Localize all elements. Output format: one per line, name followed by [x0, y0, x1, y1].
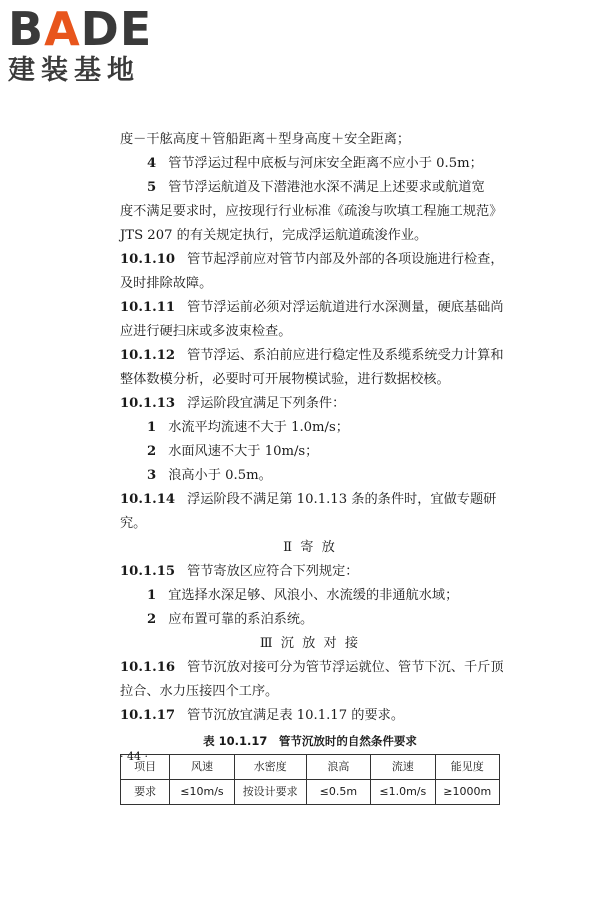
- logo-brand: BADE: [8, 2, 153, 56]
- item-text: 管节浮运过程中底板与河床安全距离不应小于 0.5m；: [168, 156, 483, 171]
- item-number: 3: [147, 468, 157, 483]
- table-cell: ≤10m/s: [170, 780, 234, 805]
- clause-text: 管节起浮前应对管节内部及外部的各项设施进行检查，: [187, 252, 504, 267]
- table-cell: ≤1.0m/s: [371, 780, 435, 805]
- text-line: 及时排除故障。: [120, 276, 213, 291]
- clause-line: [120, 344, 504, 368]
- logo: [8, 2, 153, 86]
- clause-line: [120, 488, 500, 512]
- list-item: [120, 608, 500, 632]
- text-line: 拉合、水力压接四个工序。: [120, 684, 279, 699]
- table-header-cell: 浪高: [306, 755, 370, 780]
- table-cell: 要求: [121, 780, 170, 805]
- table-header-cell: 流速: [371, 755, 435, 780]
- text-line: JTS 207 的有关规定执行，完成浮运航道疏浚作业。: [120, 228, 428, 243]
- item-number: 2: [147, 444, 157, 459]
- table-title: 表 10.1.17 管节沉放时的自然条件要求: [203, 734, 417, 748]
- item-number: 4: [147, 156, 157, 171]
- clause-number: 10.1.11: [120, 300, 176, 315]
- table-header-cell: 水密度: [234, 755, 306, 780]
- clause-line: [120, 392, 500, 416]
- item-number: 2: [147, 612, 157, 627]
- clause-text: 管节浮运、系泊前应进行稳定性及系缆系统受力计算和: [187, 348, 504, 363]
- conditions-table: [120, 754, 500, 805]
- table-header-cell: 能见度: [435, 755, 499, 780]
- item-text: 宜选择水深足够、风浪小、水流缓的非通航水域；: [168, 588, 459, 603]
- document-body: [120, 128, 504, 805]
- item-text: 浪高小于 0.5m。: [168, 468, 272, 483]
- clause-number: 10.1.12: [120, 348, 176, 363]
- text-line: 应进行硬扫床或多波束检查。: [120, 324, 292, 339]
- clause-line: [120, 248, 504, 272]
- clause-line: [120, 656, 504, 680]
- section-heading: Ⅲ 沉 放 对 接: [259, 636, 361, 651]
- clause-line: [120, 296, 504, 320]
- table-cell: ≥1000m: [435, 780, 499, 805]
- table-cell: ≤0.5m: [306, 780, 370, 805]
- clause-text: 管节沉放对接可分为管节浮运就位、管节下沉、千斤顶: [187, 660, 504, 675]
- clause-text: 浮运阶段不满足第 10.1.13 条的条件时，宜做专题研: [187, 492, 497, 507]
- text-line: 度－干舷高度＋管船距离＋型身高度＋安全距离；: [120, 132, 411, 147]
- logo-subtitle: 建装基地: [8, 55, 140, 86]
- clause-number: 10.1.17: [120, 708, 176, 723]
- section-heading: Ⅱ 寄 放: [283, 540, 337, 555]
- clause-number: 10.1.10: [120, 252, 176, 267]
- page-number: · 44 ·: [120, 750, 148, 763]
- clause-line: [120, 560, 500, 584]
- table-header-cell: 风速: [170, 755, 234, 780]
- clause-number: 10.1.14: [120, 492, 176, 507]
- clause-text: 管节沉放宜满足表 10.1.17 的要求。: [187, 708, 405, 723]
- item-number: 5: [147, 180, 157, 195]
- list-item: [120, 464, 500, 488]
- list-item: [120, 440, 500, 464]
- table-header-cell: 项目: [121, 755, 170, 780]
- table-row: [121, 780, 500, 805]
- text-line: 度不满足要求时，应按现行行业标准《疏浚与吹填工程施工规范》: [120, 204, 503, 219]
- list-item: [120, 416, 500, 440]
- item-text: 应布置可靠的系泊系统。: [168, 612, 314, 627]
- clause-text: 管节寄放区应符合下列规定：: [187, 564, 359, 579]
- table-cell: 按设计要求: [234, 780, 306, 805]
- item-text: 管节浮运航道及下潜港池水深不满足上述要求或航道宽: [168, 180, 485, 195]
- list-item: [120, 584, 500, 608]
- list-item: [120, 176, 500, 200]
- clause-number: 10.1.13: [120, 396, 176, 411]
- clause-text: 管节浮运前必须对浮运航道进行水深测量，硬底基础尚: [187, 300, 504, 315]
- clause-text: 浮运阶段宜满足下列条件：: [187, 396, 346, 411]
- text-line: 究。: [120, 516, 147, 531]
- item-number: 1: [147, 420, 157, 435]
- clause-number: 10.1.16: [120, 660, 176, 675]
- list-item: [120, 152, 500, 176]
- clause-line: [120, 704, 500, 728]
- item-text: 水面风速不大于 10m/s；: [168, 444, 319, 459]
- clause-number: 10.1.15: [120, 564, 176, 579]
- item-number: 1: [147, 588, 157, 603]
- text-line: 整体数模分析，必要时可开展物模试验，进行数据校核。: [120, 372, 450, 387]
- item-text: 水流平均流速不大于 1.0m/s；: [168, 420, 349, 435]
- table-header-row: [121, 755, 500, 780]
